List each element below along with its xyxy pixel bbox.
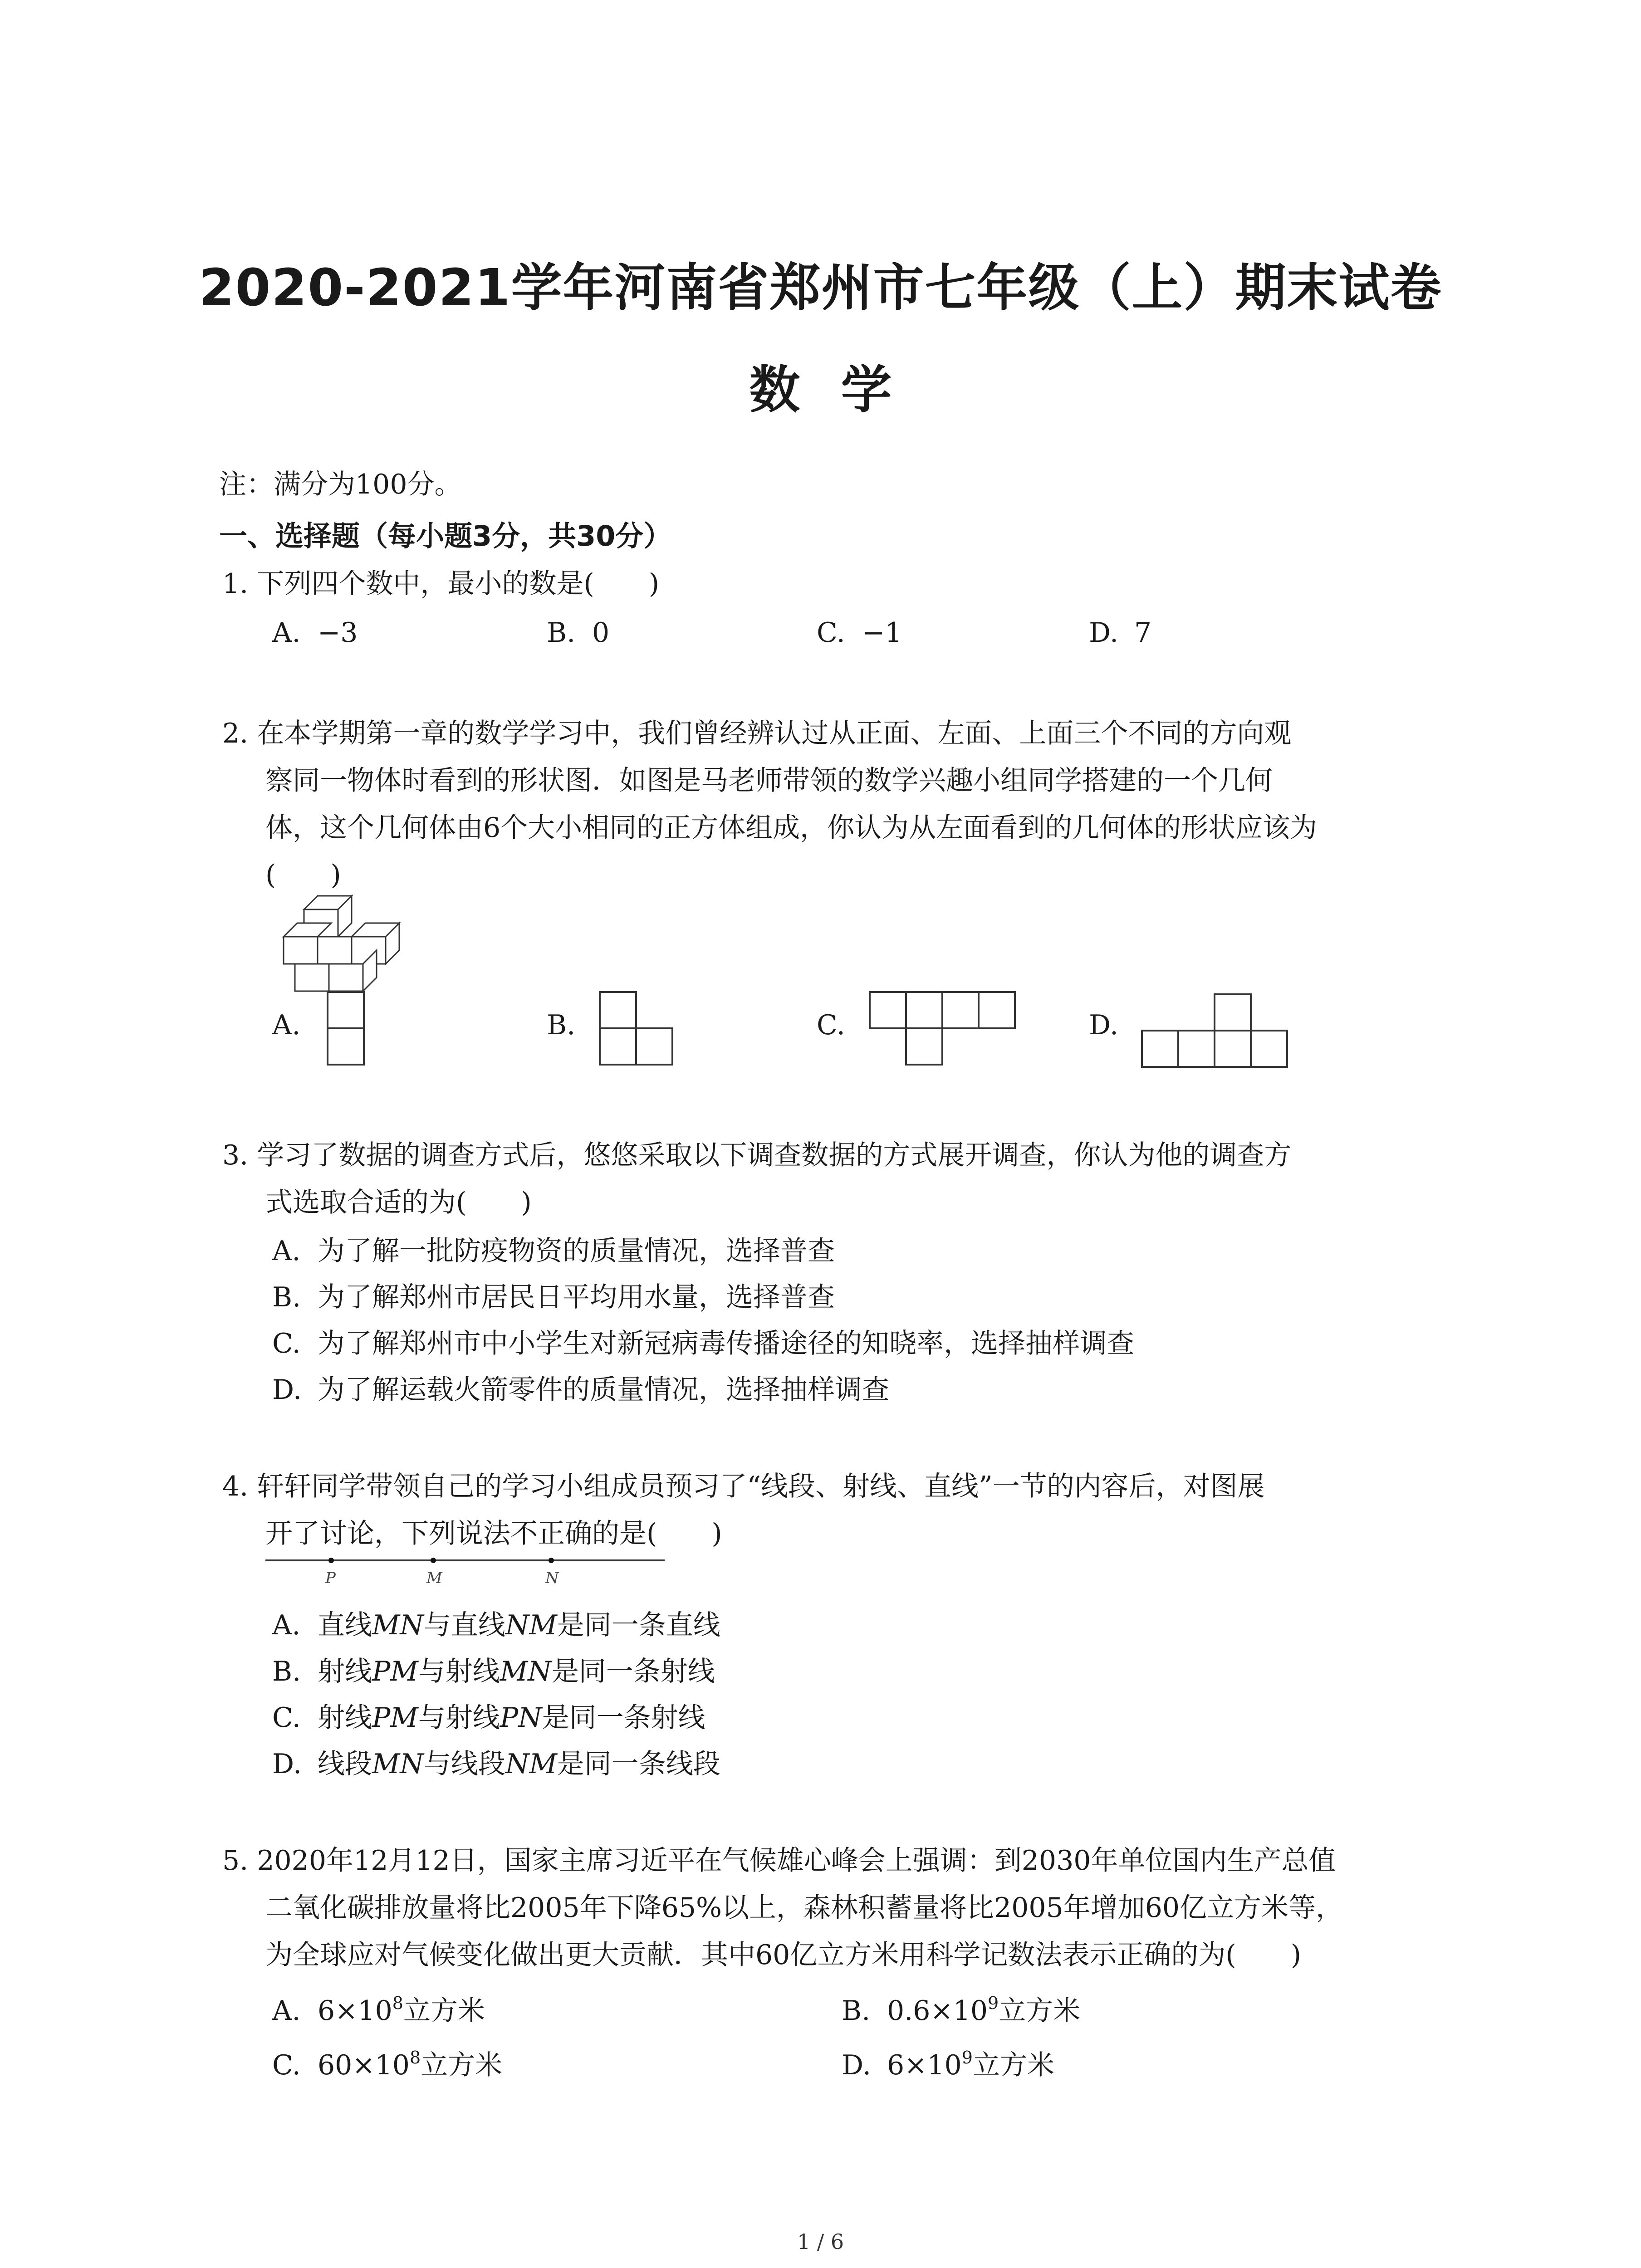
option-c: C. 射线PM与射线PN是同一条射线 [272,1702,705,1734]
page-number: 1 / 6 [797,2229,844,2254]
option-b: B. 射线PM与射线MN是同一条射线 [272,1656,715,1687]
score-note: 注：满分为100分。 [219,469,462,500]
question-4 [222,1463,1265,1557]
question-text: 下列四个数中，最小的数是( ) [257,568,660,600]
exam-title: 2020-2021学年河南省郑州市七年级（上）期末试卷 [199,259,1442,318]
question-number: 1. [222,568,249,600]
option-c: C. $60\times 10^8$立方米 [272,2048,503,2081]
point-n [549,1558,554,1563]
subject-title: 数学 [749,361,933,420]
option-a: A. 直线MN与直线NM是同一条直线 [272,1609,720,1641]
question-number: 5. [222,1845,249,1877]
option-d: D. 为了解运载火箭零件的质量情况，选择抽样调查 [272,1374,889,1406]
option-a-figure [327,991,367,1068]
option-b: B. 0 [547,617,610,649]
option-d: D. $6\times 10^9$立方米 [842,2048,1054,2081]
question-text: 式选取合适的为( ) [265,1187,532,1218]
point-label: M [426,1569,442,1587]
question-5 [222,1837,1343,1979]
option-d: D. 线段MN与线段NM是同一条线段 [272,1748,720,1780]
option-a: A. $6\times 10^8$立方米 [272,1993,485,2027]
question-text: 察同一物体时看到的形状图．如图是马老师带领的数学兴趣小组同学搭建的一个几何 [265,765,1273,797]
question-number: 3. [222,1139,249,1171]
section-heading: 一、选择题（每小题3分，共30分） [219,519,672,552]
question-text: 开了讨论，下列说法不正确的是( ) [265,1518,722,1549]
question-text: 体，这个几何体由6个大小相同的正方体组成，你认为从左面看到的几何体的形状应该为 [265,812,1318,844]
question-3 [222,1132,1291,1226]
point-p [328,1558,334,1563]
point-label: P [325,1569,336,1587]
option-d-figure [1141,993,1295,1070]
option-a: A. −3 [272,617,358,649]
answer-blank: ( ) [265,859,341,891]
option-b-figure [599,991,676,1068]
line-figure [265,1551,674,1592]
question-text: 学习了数据的调查方式后，悠悠采取以下调查数据的方式展开调查，你认为他的调查方 [257,1139,1292,1171]
option-c: C. [817,1009,845,1041]
option-b: B. [547,1009,576,1041]
question-1 [222,560,659,607]
question-text: 轩轩同学带领自己的学习小组成员预习了“线段、射线、直线”一节的内容后，对图展 [257,1471,1265,1502]
point-m [431,1558,436,1563]
option-a: A. [272,1009,301,1041]
option-a: A. 为了解一批防疫物资的质量情况，选择普查 [272,1235,835,1267]
question-text: 为全球应对气候变化做出更大贡献．其中60亿立方米用科学记数法表示正确的为( ) [265,1939,1302,1971]
question-text: 在本学期第一章的数学学习中，我们曾经辨认过从正面、左面、上面三个不同的方向观 [257,718,1292,749]
option-d: D. [1089,1009,1119,1041]
point-label: N [545,1569,559,1587]
option-b: B. $0.6\times 10^9$立方米 [842,1993,1081,2027]
question-text: 2020年12月12日，国家主席习近平在气候雄心峰会上强调：到2030年单位国内生产总值 [257,1845,1336,1877]
option-c: C. −1 [817,617,902,649]
option-c-figure [869,991,1021,1068]
question-2 [222,710,1317,899]
cube-figure [268,891,417,996]
question-text: 二氧化碳排放量将比2005年下降65%以上，森林积蓄量将比2005年增加60亿立方米等， [265,1892,1343,1924]
option-d: D. 7 [1089,617,1152,649]
question-number: 4. [222,1471,249,1502]
question-number: 2. [222,718,249,749]
option-b: B. 为了解郑州市居民日平均用水量，选择普查 [272,1281,835,1313]
option-c: C. 为了解郑州市中小学生对新冠病毒传播途径的知晓率，选择抽样调查 [272,1328,1134,1359]
